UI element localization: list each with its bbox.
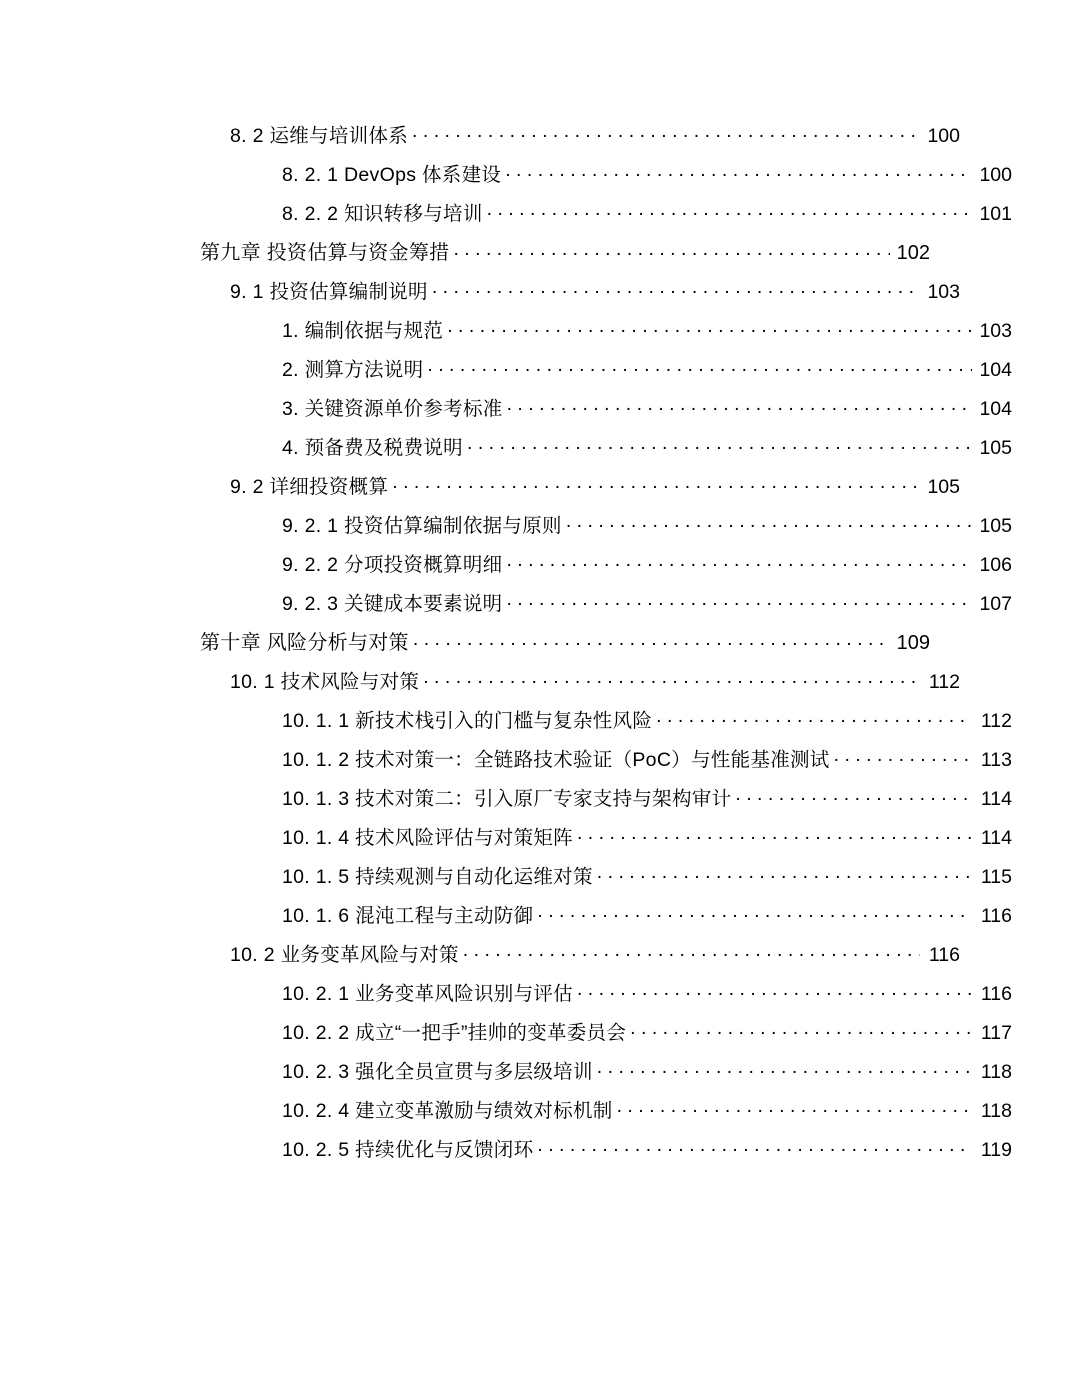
toc-entry[interactable] — [282, 434, 1012, 458]
toc-leader-dots — [630, 1019, 972, 1039]
toc-entry-page-number: 101 — [979, 202, 1012, 225]
toc-entry[interactable] — [230, 473, 960, 497]
toc-entry-page-number: 107 — [979, 592, 1012, 615]
toc-entry-page-number: 104 — [979, 358, 1012, 381]
toc-entry-label: 10. 1. 6 混沌工程与主动防御 — [282, 904, 534, 927]
toc-leader-dots — [487, 200, 972, 220]
toc-entry[interactable] — [282, 551, 1012, 575]
toc-entry-label: 2. 测算方法说明 — [282, 358, 424, 381]
toc-leader-dots — [467, 434, 972, 454]
toc-entry-page-number: 114 — [980, 826, 1012, 849]
toc-entry[interactable] — [230, 668, 960, 692]
toc-entry-page-number: 104 — [979, 397, 1012, 420]
toc-entry-label: 第九章 投资估算与资金筹措 — [200, 242, 450, 264]
toc-leader-dots — [735, 785, 972, 805]
toc-entry[interactable] — [282, 1058, 1012, 1082]
toc-entry-label: 9. 2 详细投资概算 — [230, 475, 389, 498]
toc-entry-page-number: 115 — [980, 865, 1012, 888]
toc-entry-page-number: 112 — [980, 709, 1012, 732]
toc-leader-dots — [427, 356, 972, 376]
toc-entry-page-number: 116 — [980, 904, 1012, 927]
toc-leader-dots — [432, 278, 920, 298]
toc-entry-label: 10. 1. 5 持续观测与自动化运维对策 — [282, 865, 593, 888]
toc-entry-label: 10. 2. 1 业务变革风险识别与评估 — [282, 982, 573, 1005]
toc-leader-dots — [577, 980, 972, 1000]
toc-entry-label: 10. 1 技术风险与对策 — [230, 670, 420, 693]
toc-entry-label: 9. 2. 2 分项投资概算明细 — [282, 553, 503, 576]
toc-entry[interactable] — [282, 980, 1012, 1004]
toc-entry-label: 第十章 风险分析与对策 — [200, 632, 409, 654]
toc-entry-page-number: 118 — [980, 1099, 1012, 1122]
toc-entry-label: 10. 1. 4 技术风险评估与对策矩阵 — [282, 826, 573, 849]
toc-entry-page-number: 100 — [927, 124, 960, 147]
toc-leader-dots — [617, 1097, 972, 1117]
toc-entry-label: 10. 1. 1 新技术栈引入的门槛与复杂性风险 — [282, 709, 653, 732]
toc-entry[interactable] — [200, 239, 930, 263]
toc-entry[interactable] — [282, 356, 1012, 380]
toc-entry-page-number: 103 — [979, 319, 1012, 342]
toc-entry-label: 8. 2 运维与培训体系 — [230, 124, 409, 147]
toc-entry-label: 8. 2. 1 DevOps 体系建设 — [282, 163, 502, 186]
toc-entry-page-number: 116 — [928, 943, 960, 966]
toc-entry-label: 3. 关键资源单价参考标准 — [282, 397, 503, 420]
toc-entry[interactable] — [282, 785, 1012, 809]
toc-entry[interactable] — [282, 824, 1012, 848]
toc-entry[interactable] — [282, 863, 1012, 887]
toc-entry-page-number: 105 — [979, 436, 1012, 459]
toc-entry[interactable] — [230, 941, 960, 965]
toc-entry-page-number: 105 — [927, 475, 960, 498]
toc-leader-dots — [566, 512, 972, 532]
toc-leader-dots — [506, 590, 972, 610]
toc-leader-dots — [463, 941, 920, 961]
toc-leader-dots — [834, 746, 972, 766]
toc-entry-page-number: 119 — [980, 1138, 1012, 1161]
toc-entry[interactable] — [282, 1136, 1012, 1160]
toc-entry[interactable] — [230, 122, 960, 146]
toc-entry[interactable] — [282, 317, 1012, 341]
toc-entry[interactable] — [282, 161, 1012, 185]
toc-entry-page-number: 102 — [896, 242, 930, 264]
toc-entry[interactable] — [282, 707, 1012, 731]
toc-leader-dots — [577, 824, 972, 844]
toc-entry[interactable] — [282, 1097, 1012, 1121]
toc-entry-page-number: 112 — [928, 670, 960, 693]
toc-entry-label: 1. 编制依据与规范 — [282, 319, 444, 342]
toc-entry-label: 10. 2 业务变革风险与对策 — [230, 943, 459, 966]
toc-entry-page-number: 118 — [980, 1060, 1012, 1083]
toc-leader-dots — [453, 239, 890, 259]
toc-leader-dots — [597, 863, 972, 883]
toc-leader-dots — [392, 473, 920, 493]
toc-entry[interactable] — [282, 1019, 1012, 1043]
toc-entry-page-number: 117 — [980, 1021, 1012, 1044]
toc-entry[interactable] — [230, 278, 960, 302]
toc-entry-label: 10. 2. 5 持续优化与反馈闭环 — [282, 1138, 534, 1161]
toc-leader-dots — [423, 668, 920, 688]
toc-entry[interactable] — [282, 746, 1012, 770]
toc-entry-label: 10. 1. 3 技术对策二：引入原厂专家支持与架构审计 — [282, 787, 732, 810]
toc-entry-label: 9. 2. 3 关键成本要素说明 — [282, 592, 503, 615]
toc-entry[interactable] — [282, 512, 1012, 536]
toc-entry-page-number: 105 — [979, 514, 1012, 537]
toc-entry-page-number: 114 — [980, 787, 1012, 810]
toc-entry-label: 9. 1 投资估算编制说明 — [230, 280, 428, 303]
toc-leader-dots — [537, 1136, 972, 1156]
toc-leader-dots — [413, 629, 890, 649]
toc-leader-dots — [597, 1058, 972, 1078]
toc-leader-dots — [447, 317, 972, 337]
toc-entry[interactable] — [282, 200, 1012, 224]
toc-entry-label: 10. 1. 2 技术对策一：全链路技术验证（PoC）与性能基准测试 — [282, 748, 830, 771]
toc-entry[interactable] — [282, 902, 1012, 926]
toc-entry-label: 10. 2. 3 强化全员宣贯与多层级培训 — [282, 1060, 593, 1083]
toc-entry-page-number: 103 — [927, 280, 960, 303]
toc-leader-dots — [506, 551, 972, 571]
toc-entry-label: 8. 2. 2 知识转移与培训 — [282, 202, 483, 225]
toc-leader-dots — [412, 122, 920, 142]
toc-entry-page-number: 113 — [980, 748, 1012, 771]
toc-entry-page-number: 106 — [979, 553, 1012, 576]
toc-entry[interactable] — [200, 629, 930, 653]
toc-leader-dots — [656, 707, 972, 727]
toc-entry[interactable] — [282, 395, 1012, 419]
toc-entry[interactable] — [282, 590, 1012, 614]
table-of-contents — [200, 122, 1012, 1175]
toc-entry-page-number: 109 — [896, 632, 930, 654]
toc-entry-label: 10. 2. 2 成立“一把手”挂帅的变革委员会 — [282, 1021, 627, 1044]
toc-entry-label: 9. 2. 1 投资估算编制依据与原则 — [282, 514, 562, 537]
toc-leader-dots — [537, 902, 972, 922]
toc-entry-page-number: 116 — [980, 982, 1012, 1005]
toc-leader-dots — [507, 395, 972, 415]
toc-entry-label: 4. 预备费及税费说明 — [282, 436, 463, 459]
toc-leader-dots — [505, 161, 972, 181]
toc-entry-label: 10. 2. 4 建立变革激励与绩效对标机制 — [282, 1099, 613, 1122]
toc-entry-page-number: 100 — [979, 163, 1012, 186]
